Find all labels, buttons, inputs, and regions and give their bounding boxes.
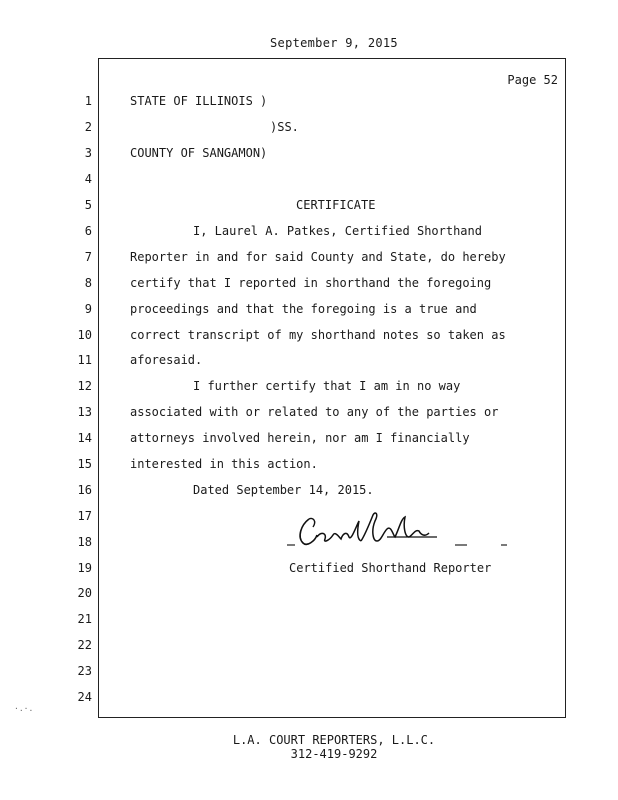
line-number: 14: [77, 431, 92, 445]
certificate-text-line: Reporter in and for said County and State, do hereby: [130, 250, 506, 264]
line-number: 12: [77, 379, 92, 393]
line-number: 19: [77, 561, 92, 575]
certificate-text-line: proceedings and that the foregoing is a true and: [130, 302, 477, 316]
line-number: 17: [77, 509, 92, 523]
footer-phone: 312-419-9292: [290, 747, 378, 761]
line-number: 8: [84, 276, 92, 290]
header-date: September 9, 2015: [270, 36, 398, 50]
certificate-text-line: certify that I reported in shorthand the foregoing: [130, 276, 492, 290]
line-number: 3: [84, 146, 92, 160]
certificate-text-line: I, Laurel A. Patkes, Certified Shorthand: [193, 224, 482, 238]
reporter-title: Certified Shorthand Reporter: [289, 561, 492, 575]
line-number: 1: [84, 94, 92, 108]
certificate-text-line: attorneys involved herein, nor am I financially: [130, 431, 470, 445]
line-number: 5: [84, 198, 92, 212]
certificate-text-line: correct transcript of my shorthand notes so taken as: [130, 328, 506, 342]
line-number: 18: [77, 535, 92, 549]
certificate-text-line: associated with or related to any of the parties or: [130, 405, 499, 419]
line-number: 22: [77, 638, 92, 652]
state-line: STATE OF ILLINOIS ): [130, 94, 268, 108]
line-number: 11: [77, 353, 92, 367]
signature-icon: [287, 507, 517, 551]
certificate-text-line: interested in this action.: [130, 457, 318, 471]
line-number: 13: [77, 405, 92, 419]
reporter-signature: [287, 507, 517, 551]
line-number: 4: [84, 172, 92, 186]
line-number: 15: [77, 457, 92, 471]
line-number: 16: [77, 483, 92, 497]
footer-company: L.A. COURT REPORTERS, L.L.C.: [232, 733, 436, 747]
line-number: 23: [77, 664, 92, 678]
certificate-text-line: aforesaid.: [130, 353, 203, 367]
line-number: 10: [77, 328, 92, 342]
line-number: 7: [84, 250, 92, 264]
ss-line: )SS.: [270, 120, 299, 134]
certificate-text-line: I further certify that I am in no way: [193, 379, 461, 393]
dated-line: Dated September 14, 2015.: [193, 483, 374, 497]
line-number: 24: [77, 690, 92, 704]
line-number: 9: [84, 302, 92, 316]
line-number: 6: [84, 224, 92, 238]
line-number: 2: [84, 120, 92, 134]
county-line: COUNTY OF SANGAMON): [130, 146, 268, 160]
certificate-heading: CERTIFICATE: [296, 198, 376, 212]
line-number: 20: [77, 586, 92, 600]
line-number: 21: [77, 612, 92, 626]
page-number: Page 52: [507, 73, 558, 87]
scan-artifact: ·.·.: [14, 704, 34, 713]
